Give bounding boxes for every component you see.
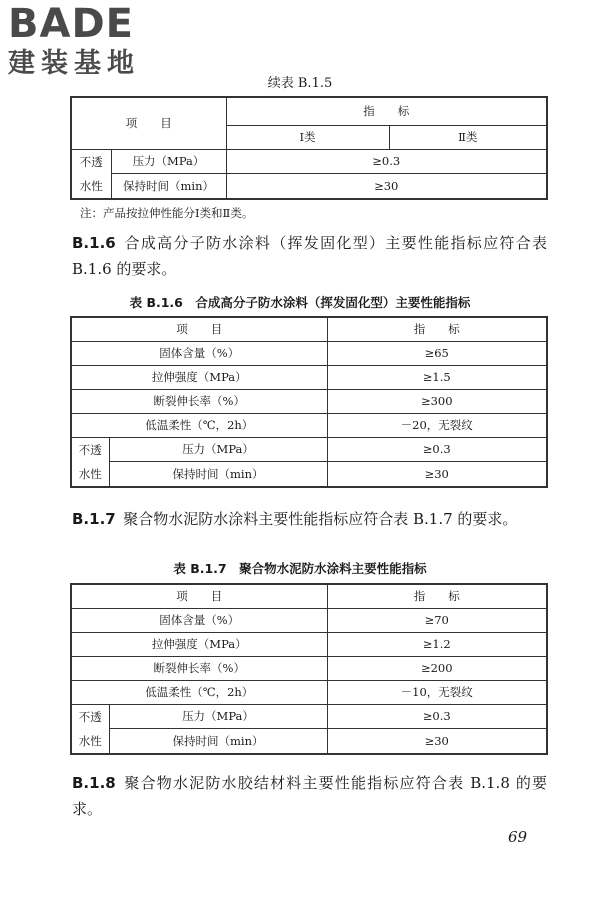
table-row-label: 压力（MPa） [111,149,226,174]
table-row-label: 压力（MPa） [109,437,327,462]
table-row-label: 拉伸强度（MPa） [71,365,327,389]
table-row-value: ≥65 [327,341,547,365]
table-row-value: ≥0.3 [226,149,547,174]
table-row-value: ≥30 [327,729,547,754]
logo-subtitle: 建装基地 [8,48,140,79]
table-row-label: 断裂伸长率（%） [71,389,327,413]
table-row-label: 低温柔性（℃，2h） [71,680,327,704]
table-row-value: ≥200 [327,656,547,680]
table-b15 [70,96,548,200]
table-row-value: ≥0.3 [327,437,547,462]
clause-number: B.1.6 [72,234,116,252]
table-b16-indicator-header: 指 标 [327,317,547,341]
table-row-value: ≥1.5 [327,365,547,389]
table-b17-item-header: 项 目 [71,584,327,608]
table-row-value: ≥0.3 [327,704,547,729]
table-row-label: 保持时间（min） [111,174,226,199]
clause-number: B.1.8 [72,774,116,792]
table-b15-caption: 续表 B.1.5 [267,76,333,91]
table-row-value: －20，无裂纹 [327,413,547,437]
table-b15-item-header: 项 目 [71,97,226,149]
table-b15-group-label: 不透 水性 [71,149,111,199]
table-b17-indicator-header: 指 标 [327,584,547,608]
paragraph-b18 [72,770,547,822]
table-row-label: 保持时间（min） [109,462,327,487]
table-row-label: 保持时间（min） [109,729,327,754]
table-b16 [70,316,548,488]
table-b17-caption: 表 B.1.7 聚合物水泥防水涂料主要性能指标 [173,561,427,576]
paragraph-b17 [72,506,547,532]
paragraph-b16 [72,230,547,282]
clause-text: 合成高分子防水涂料（挥发固化型）主要性能指标应符合表 B.1.6 的要求。 [72,234,547,278]
table-b15-indicator-header: 指 标 [226,97,547,125]
clause-text: 聚合物水泥防水胶结材料主要性能指标应符合表 B.1.8 的要求。 [72,774,547,818]
table-row-label: 固体含量（%） [71,608,327,632]
table-row-label: 低温柔性（℃，2h） [71,413,327,437]
table-b16-item-header: 项 目 [71,317,327,341]
table-row-value: ≥30 [327,462,547,487]
table-row-label: 压力（MPa） [109,704,327,729]
table-b17 [70,583,548,755]
table-b15-class1-header: Ⅰ类 [226,125,389,149]
table-row-label: 固体含量（%） [71,341,327,365]
table-row-value: ≥30 [226,174,547,199]
page-number: 69 [508,828,528,846]
brand-logo [8,2,178,82]
clause-text: 聚合物水泥防水涂料主要性能指标应符合表 B.1.7 的要求。 [123,510,518,528]
table-row-label: 拉伸强度（MPa） [71,632,327,656]
table-b17-group-label: 不透 水性 [71,704,109,754]
table-b15-class2-header: Ⅱ类 [389,125,547,149]
table-row-value: ≥70 [327,608,547,632]
table-b16-group-label: 不透 水性 [71,437,109,487]
clause-number: B.1.7 [72,510,116,528]
table-row-value: ≥300 [327,389,547,413]
table-row-label: 断裂伸长率（%） [71,656,327,680]
table-row-value: －10，无裂纹 [327,680,547,704]
table-b16-caption: 表 B.1.6 合成高分子防水涂料（挥发固化型）主要性能指标 [129,295,471,310]
table-row-value: ≥1.2 [327,632,547,656]
table-b15-note: 注：产品按拉伸性能分Ⅰ类和Ⅱ类。 [80,206,254,220]
logo-wordmark: BADE [8,1,134,47]
